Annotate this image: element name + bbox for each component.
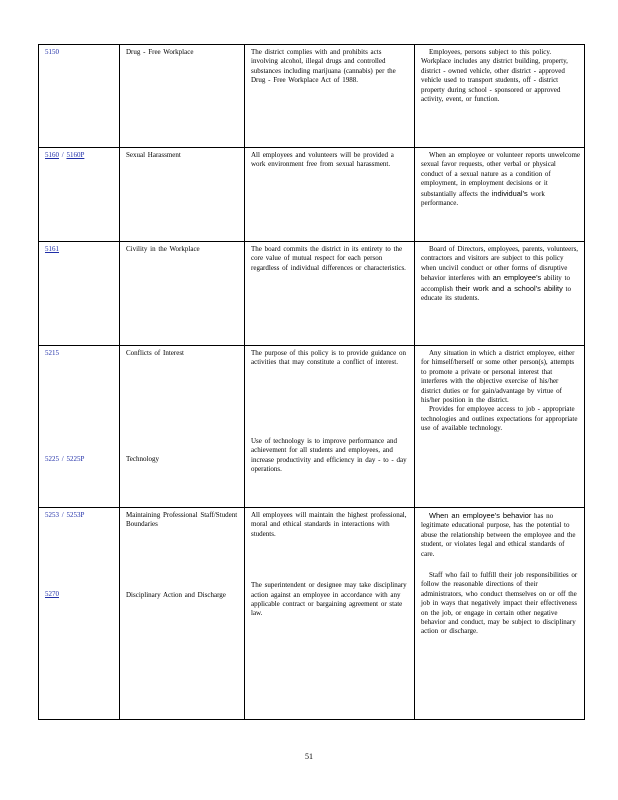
applies-text: Staff who fail to fulfill their job responsibilities or follow the reasonable directions of their administrators, who conduct themselves on or off the job in ways that negatively impact their effectiveness on the job, or engage in certain other negative behavior and conduct, may be subject to disciplinary action or discharge. [421, 571, 578, 636]
policy-summary: The superintendent or designee may take disciplinary action against an employee in accordance with any applicable contract or bargaining agreement or state law. [251, 581, 407, 618]
policy-summary: Use of technology is to improve performance and achievement for all students and employees, and increase productivity and efficiency in day - to - day operations. [251, 436, 407, 474]
applies-lead: an employee’s [492, 273, 542, 283]
policy-code: 5225 [45, 455, 59, 464]
policy-title-cell: Sexual Harassment [120, 148, 245, 242]
policy-summary: The purpose of this policy is to provide guidance on activities that may constitute a conflict of interest. [251, 349, 406, 367]
policy-title-cell: Drug - Free Workplace [120, 45, 245, 148]
policy-table-container [38, 44, 584, 720]
policy-code-cell [39, 242, 120, 346]
policy-code: 5253P [66, 511, 85, 519]
policy-summary-cell [245, 346, 415, 508]
table-row [39, 346, 585, 508]
applies-text: When an employee or volunteer reports unwelcome sexual favor requests, other verbal or physical conduct of a sexual nature as a condition of employment, in employment decisions or it substantially affects the [421, 151, 581, 198]
applies-emphasis: their work and a school’s ability [455, 283, 563, 293]
policy-table [38, 44, 585, 720]
policy-title: Disciplinary Action and Discharge [126, 590, 226, 599]
policy-code: 5253 [45, 511, 59, 519]
applies-emphasis: individual’s [491, 188, 528, 198]
policy-code: 5150 [45, 48, 59, 56]
code-separator: / [61, 455, 64, 464]
applies-text: Provides for employee access to job - appropriate technologies and outlines expectations for appropriate use of available technology. [421, 405, 578, 433]
applies-text: Any situation in which a district employee, either for himself/herself or some other person(s), attempts to promote a private or personal interest that interferes with the objective exercise of his/her district duties or for gain/advantage by virtue of his/her position in the district. [421, 349, 575, 405]
policy-code-cell [39, 508, 120, 720]
policy-applies-cell [415, 148, 585, 242]
row-spacer [45, 358, 115, 455]
row-spacer [126, 358, 240, 455]
policy-code: 5215 [45, 349, 59, 357]
table-row [39, 242, 585, 346]
row-spacer [251, 368, 410, 437]
policy-summary-cell: The district complies with and prohibits acts involving alcohol, illegal drugs and controlled substances including marijuana (cannabis) per the Drug - Free Workplace Act of 1988. [245, 45, 415, 148]
policy-applies-cell [415, 508, 585, 720]
applies-tail: to educate its students. [421, 284, 571, 303]
row-spacer [251, 539, 410, 581]
row-spacer [45, 520, 115, 590]
policy-title-cell [120, 508, 245, 720]
code-separator: / [61, 511, 64, 519]
policy-applies-cell [415, 242, 585, 346]
policy-title: Conflicts of Interest [126, 349, 184, 357]
policy-link-5160p[interactable]: 5160P [66, 151, 85, 159]
policy-summary-cell [245, 508, 415, 720]
policy-link-5160[interactable]: 5160 [45, 151, 59, 159]
table-row [39, 45, 585, 148]
applies-mid: ability to accomplish [421, 274, 570, 293]
policy-title-cell [120, 346, 245, 508]
applies-text: Board of Directors, employees, parents, volunteers, contractors and visitors are subject to this policy when uncivil conduct or other forms of disruptive behavior interferes with [421, 245, 579, 283]
policy-summary-cell: All employees and volunteers will be provided a work environment free from sexual harassment. [245, 148, 415, 242]
policy-link-5270[interactable]: 5270 [45, 590, 59, 599]
policy-title: Maintaining Professional Staff/Student Boundaries [126, 511, 238, 529]
policy-link-5161[interactable]: 5161 [45, 245, 59, 253]
applies-tail: work performance. [421, 189, 545, 208]
policy-code-cell [39, 346, 120, 508]
policy-code-cell [39, 148, 120, 242]
policy-title: Technology [126, 455, 159, 464]
policy-summary-cell: The board commits the district in its entirety to the core value of mutual respect for each person regardless of individual differences or characteristics. [245, 242, 415, 346]
policy-code: 5225P [66, 455, 85, 464]
policy-applies-cell [415, 346, 585, 508]
policy-code-cell [39, 45, 120, 148]
applies-emphasis: When an employee’s behavior [429, 511, 532, 520]
row-spacer [126, 530, 240, 591]
policy-summary: All employees will maintain the highest professional, moral and ethical standards in interactions with students. [251, 511, 407, 538]
table-row [39, 508, 585, 720]
policy-title-cell: Civility in the Workplace [120, 242, 245, 346]
table-row [39, 148, 585, 242]
applies-text: has no legitimate educational purpose, has the potential to abuse the relationship between the employee and the student, or violates legal and ethical standards of care. [421, 512, 576, 558]
applies-text: Employees, persons subject to this policy. Workplace includes any district building, property, district - owned vehicle, other district - approved vehicle used to transport students, off - district property during school - sponsored or approved activity, event, or function. [421, 48, 568, 104]
code-separator: / [61, 151, 64, 159]
page-number: 51 [305, 752, 313, 761]
policy-applies-cell [415, 45, 585, 148]
row-spacer [421, 559, 580, 571]
